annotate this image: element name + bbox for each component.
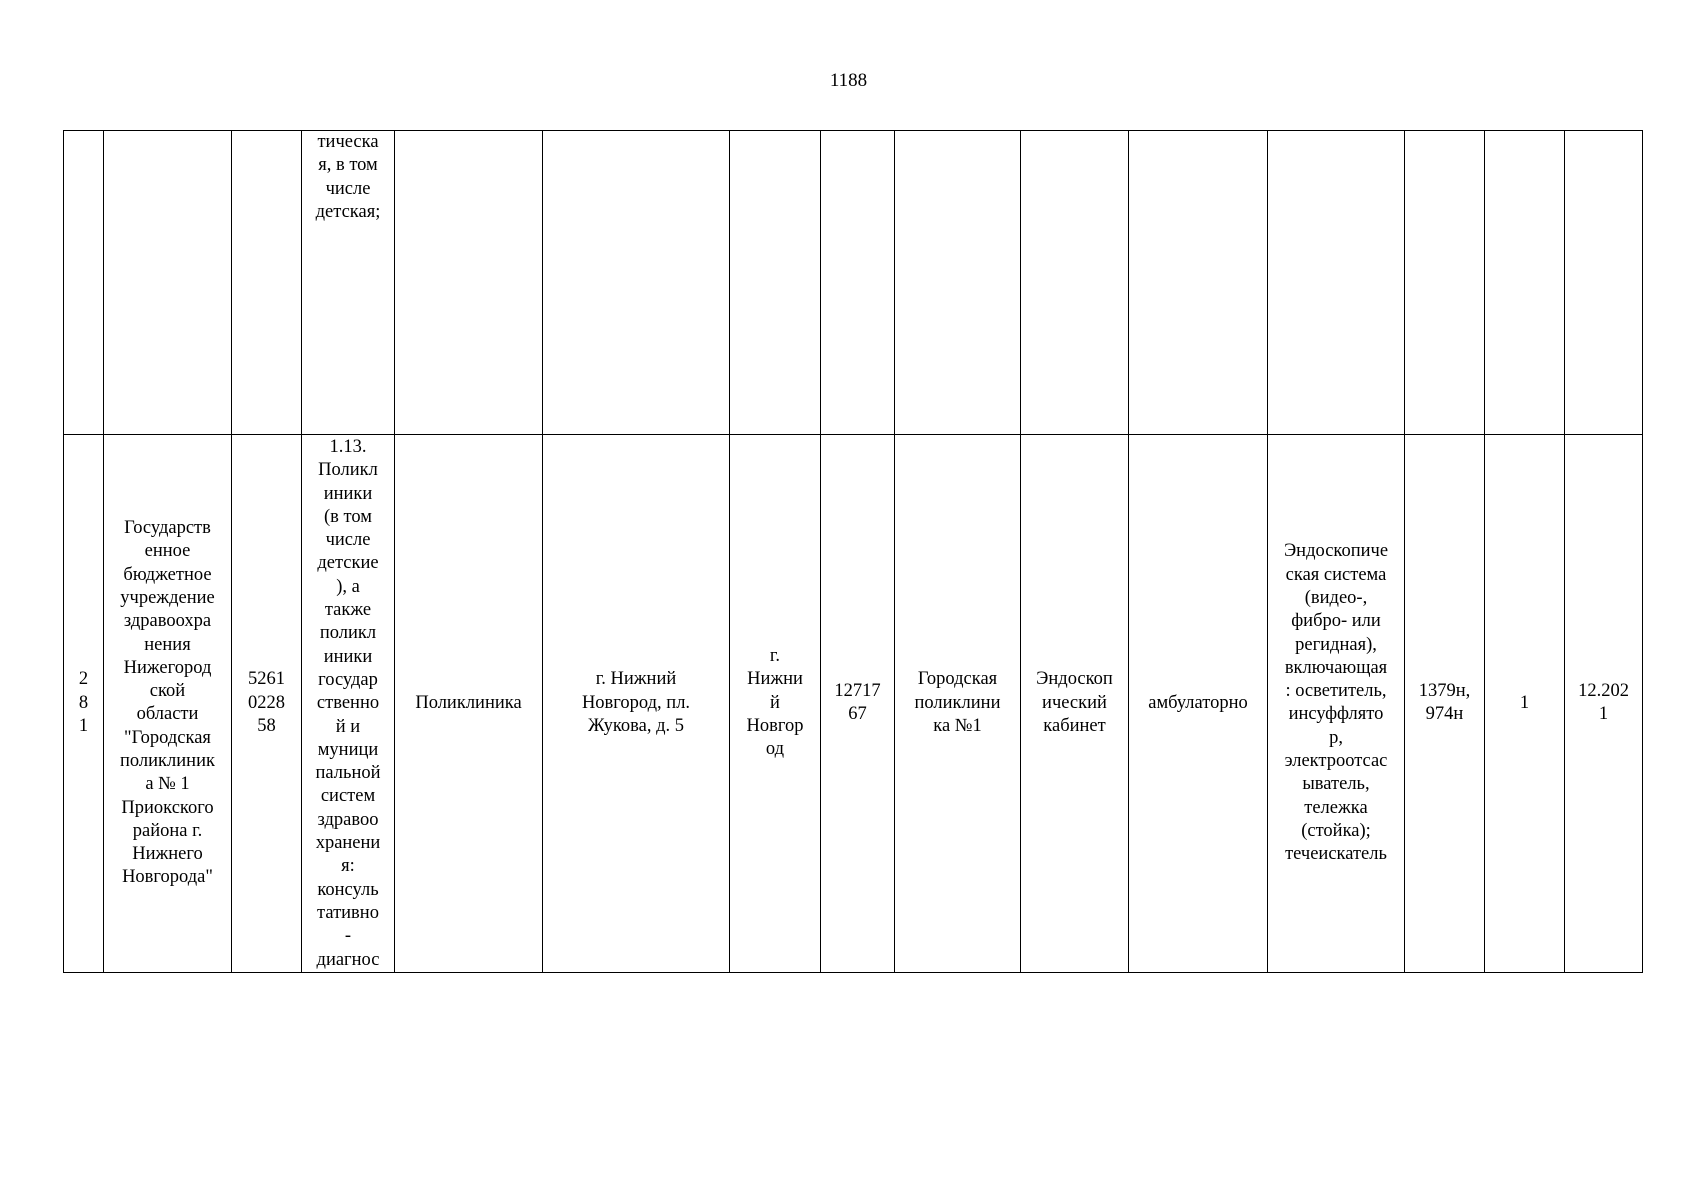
cell-date: 12.202 1: [1565, 435, 1643, 973]
cell-care-mode: амбулаторно: [1129, 435, 1268, 973]
cell-organization: [104, 131, 232, 435]
cell-index: [64, 131, 104, 435]
cell-city: г. Нижни й Новгор од: [730, 435, 821, 973]
cell-equipment: [1268, 131, 1405, 435]
registry-table: [63, 130, 1643, 973]
cell-room: Эндоскоп ический кабинет: [1021, 435, 1129, 973]
cell-order: [1405, 131, 1485, 435]
cell-equipment: Эндоскопиче ская система (видео-, фибро- или регидная), включающая : осветитель, инсуффлято р, электроотсас ыватель, тележка (стойка); течеискатель: [1268, 435, 1405, 973]
cell-organization: Государств енное бюджетное учреждение здравоохра нения Нижегород ской области "Городская поликлиник а № 1 Приокского района г. Нижнего Новгорода": [104, 435, 232, 973]
cell-quantity: [1485, 131, 1565, 435]
cell-inn: 5261 0228 58: [232, 435, 302, 973]
cell-inn: [232, 131, 302, 435]
cell-unit-name: [895, 131, 1021, 435]
cell-facility-category: 1.13. Поликл иники (в том числе детские ), а также поликл иники государ ственно й и муници пальной систем здравоо хранени я: консуль тативно - диагнос: [302, 435, 395, 973]
cell-room: [1021, 131, 1129, 435]
cell-code: 12717 67: [821, 435, 895, 973]
cell-quantity: 1: [1485, 435, 1565, 973]
cell-date: [1565, 131, 1643, 435]
cell-care-mode: [1129, 131, 1268, 435]
cell-facility-type: Поликлиника: [395, 435, 543, 973]
cell-code: [821, 131, 895, 435]
cell-address: г. Нижний Новгород, пл. Жукова, д. 5: [543, 435, 730, 973]
cell-order: 1379н, 974н: [1405, 435, 1485, 973]
cell-facility-type: [395, 131, 543, 435]
cell-index: 2 8 1: [64, 435, 104, 973]
page-number: 1188: [829, 70, 868, 91]
cell-unit-name: Городская поликлини ка №1: [895, 435, 1021, 973]
table-row: [64, 131, 1643, 435]
cell-address: [543, 131, 730, 435]
cell-facility-category: тическа я, в том числе детская;: [302, 131, 395, 435]
table-row: [64, 435, 1643, 973]
cell-city: [730, 131, 821, 435]
